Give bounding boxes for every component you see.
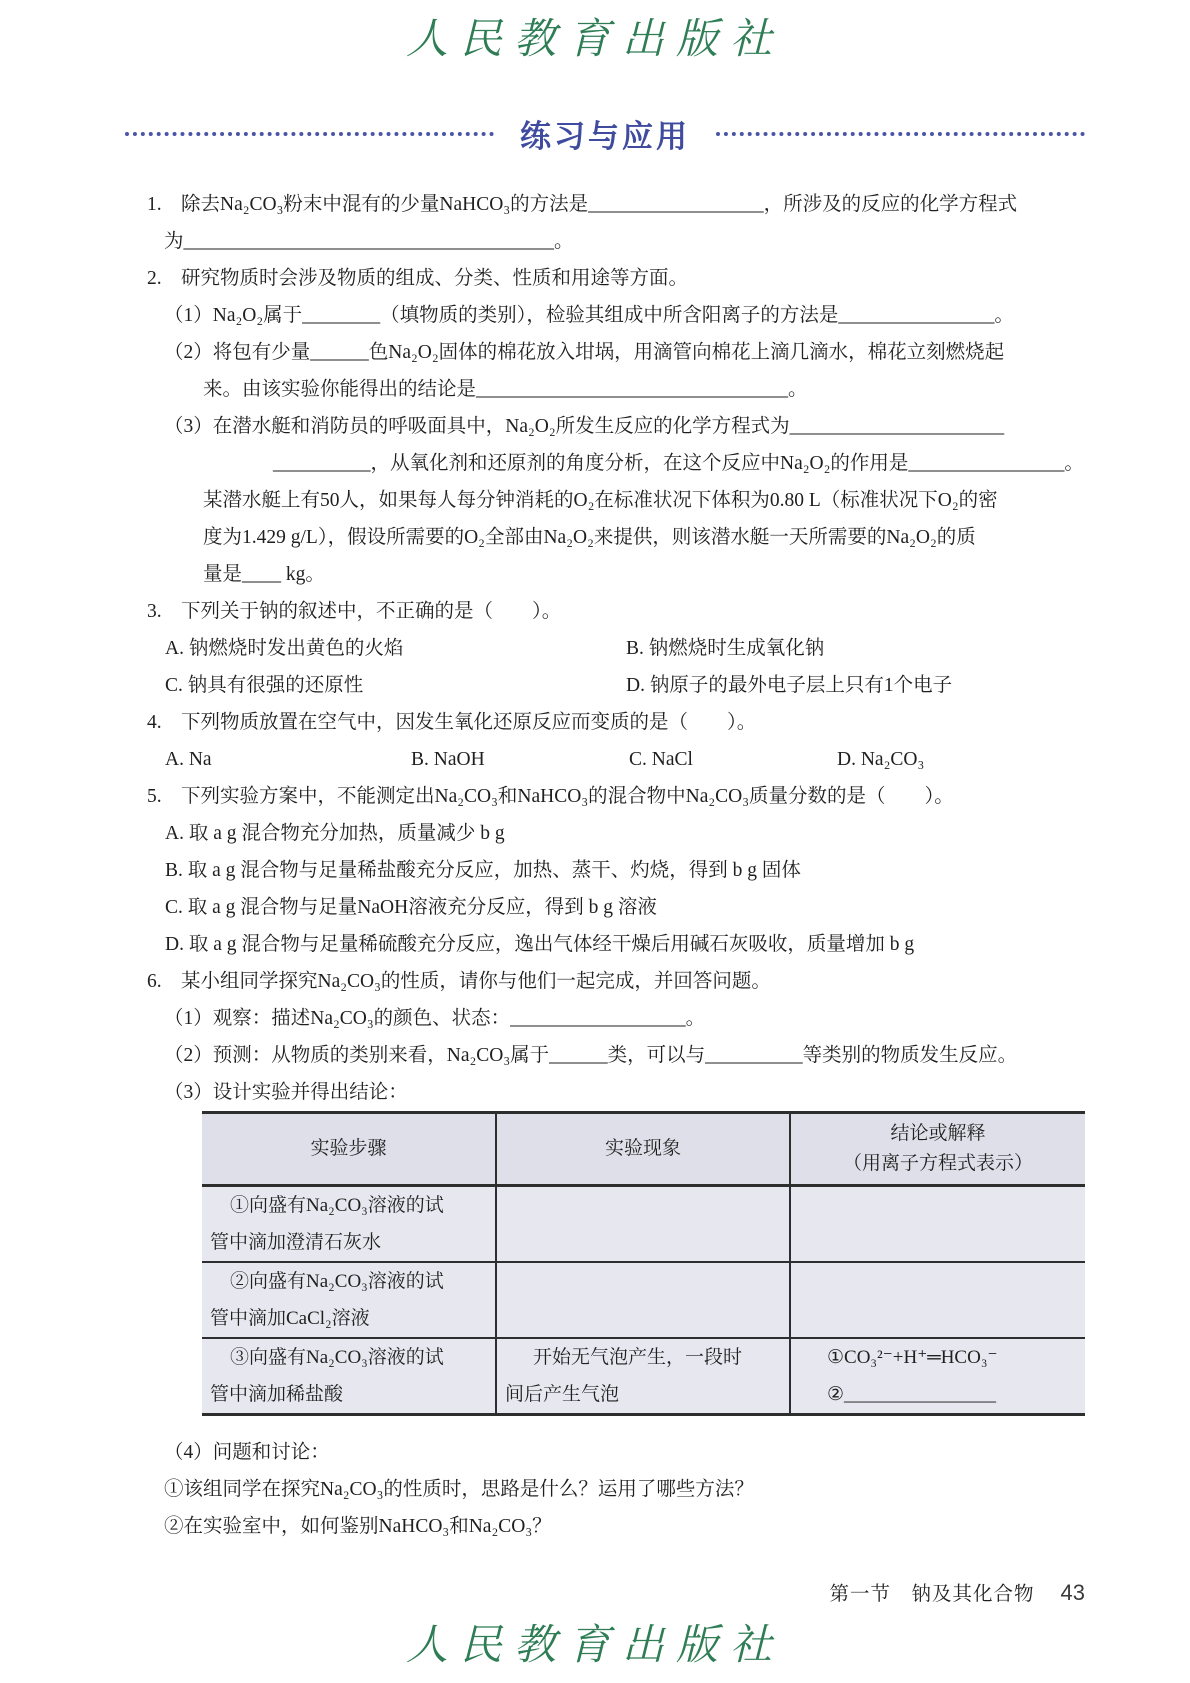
- step-cell-3: ③向盛有Na₂CO₃溶液的试 管中滴加稀盐酸: [202, 1338, 496, 1415]
- conclusion-cell-2: [790, 1262, 1085, 1338]
- table-header-conclusion: 结论或解释 （用离子方程式表示）: [790, 1113, 1085, 1186]
- question-2-intro: [125, 260, 1105, 297]
- question-1-number: 1.: [147, 194, 162, 215]
- section-title: 练习与应用: [520, 119, 690, 154]
- question-6-stem: [125, 963, 1105, 1000]
- question-3-option-b: B. 钠燃烧时生成氧化钠: [626, 638, 825, 659]
- question-4-option-c: C. NaCl: [629, 749, 693, 770]
- question-2-part-3-line-2: __________，从氧化剂和还原剂的角度分析，在这个反应中Na₂O₂的作用是________________。: [273, 453, 1084, 474]
- question-2-part-2-line-2: 来。由该实验你能得出的结论是________________________________。: [203, 379, 808, 400]
- table-header-row: [202, 1113, 1085, 1186]
- question-3-options-row-1: [125, 630, 1105, 667]
- question-6-part-3: （3）设计实验并得出结论：: [164, 1082, 408, 1103]
- question-6-discussion-2: ②在实验室中，如何鉴别NaHCO₃和Na₂CO₃？: [164, 1516, 552, 1537]
- conclusion-cell-3: ①CO₃²⁻+H⁺═HCO₃⁻ ②________________: [790, 1338, 1085, 1415]
- question-6-number: 6.: [147, 971, 162, 992]
- phenomenon-cell-2: [496, 1262, 790, 1338]
- publisher-logo-top: 人民教育出版社: [405, 14, 784, 63]
- question-4-option-d: D. Na₂CO₃: [837, 749, 925, 770]
- question-4-option-a: A. Na: [165, 749, 212, 770]
- question-2-part-3-line-4: 度为1.429 g/L），假设所需要的O₂全部由Na₂O₂来提供，则该潜水艇一天所需要的Na₂O₂的质: [203, 527, 976, 548]
- phenomenon-cell-1: [496, 1186, 790, 1263]
- question-4-option-b: B. NaOH: [411, 749, 485, 770]
- page-footer: [830, 1578, 1086, 1606]
- question-5-option-b: B. 取 a g 混合物与足量稀盐酸充分反应，加热、蒸干、灼烧，得到 b g 固体: [165, 860, 801, 881]
- question-3-option-a: A. 钠燃烧时发出黄色的火焰: [165, 638, 404, 659]
- question-5-option-d: D. 取 a g 混合物与足量稀硫酸充分反应，逸出气体经干燥后用碱石灰吸收，质量增加 b g: [165, 934, 915, 955]
- question-6-part-2: （2）预测：从物质的类别来看，Na₂CO₃属于______类，可以与__________等类别的物质发生反应。: [164, 1045, 1018, 1066]
- publisher-logo-bottom: 人民教育出版社: [405, 1620, 784, 1669]
- question-4-options-row: [125, 741, 1105, 778]
- question-6-discussion-1: ①该组同学在探究Na₂CO₃的性质时，思路是什么？运用了哪些方法？: [164, 1479, 754, 1500]
- question-5-number: 5.: [147, 786, 162, 807]
- table-header-steps: 实验步骤: [202, 1113, 496, 1186]
- footer-chapter-title: 第一节 钠及其化合物: [829, 1584, 1035, 1605]
- conclusion-cell-1: [790, 1186, 1085, 1263]
- question-5-option-a: A. 取 a g 混合物充分加热，质量减少 b g: [165, 823, 505, 844]
- question-5-stem: [125, 778, 1105, 815]
- table-row: [202, 1186, 1085, 1263]
- question-4-text: 下列物质放置在空气中，因发生氧化还原反应而变质的是（ ）。: [181, 712, 757, 733]
- question-2-number: 2.: [147, 268, 162, 289]
- question-3-option-c: C. 钠具有很强的还原性: [165, 675, 364, 696]
- question-3-stem: [125, 593, 1105, 630]
- phenomenon-cell-3: 开始无气泡产生，一段时 间后产生气泡: [496, 1338, 790, 1415]
- question-6-part-4: （4）问题和讨论：: [164, 1442, 330, 1463]
- question-3-options-row-2: [125, 667, 1105, 704]
- question-2-part-3-line-3: 某潜水艇上有50人，如果每人每分钟消耗的O₂在标准状况下体积为0.80 L（标准状况下O₂的密: [203, 490, 998, 511]
- dotted-rule-left: [125, 132, 494, 136]
- question-2-part-3-line-5: 量是____ kg。: [203, 564, 325, 585]
- question-2-text: 研究物质时会涉及物质的组成、分类、性质和用途等方面。: [181, 268, 689, 289]
- section-title-band: [125, 111, 1085, 156]
- question-4-stem: [125, 704, 1105, 741]
- question-2-part-1: （1）Na₂O₂属于________（填物质的类别），检验其组成中所含阳离子的方法是________________。: [164, 305, 1014, 326]
- step-cell-2: ②向盛有Na₂CO₃溶液的试 管中滴加CaCl₂溶液: [202, 1262, 496, 1338]
- question-1-line-1: [125, 186, 1105, 223]
- question-1-text: 除去Na₂CO₃粉末中混有的少量NaHCO₃的方法是__________________，所涉及的反应的化学方程式: [181, 194, 1018, 215]
- question-6-text: 某小组同学探究Na₂CO₃的性质，请你与他们一起完成，并回答问题。: [181, 971, 771, 992]
- table-header-phenomenon: 实验现象: [496, 1113, 790, 1186]
- question-2-part-3-line-1: （3）在潜水艇和消防员的呼吸面具中，Na₂O₂所发生反应的化学方程式为______________________: [164, 416, 1005, 437]
- dotted-rule-right: [716, 132, 1085, 136]
- question-5-option-c: C. 取 a g 混合物与足量NaOH溶液充分反应，得到 b g 溶液: [165, 897, 657, 918]
- table-row: [202, 1338, 1085, 1415]
- question-4-number: 4.: [147, 712, 162, 733]
- exercise-content: [125, 186, 1105, 1545]
- question-5-text: 下列实验方案中，不能测定出Na₂CO₃和NaHCO₃的混合物中Na₂CO₃质量分数的是（ ）。: [181, 786, 954, 807]
- footer-page-number: 43: [1060, 1580, 1085, 1605]
- question-3-text: 下列关于钠的叙述中，不正确的是（ ）。: [181, 601, 562, 622]
- question-6-part-1: （1）观察：描述Na₂CO₃的颜色、状态：__________________。: [164, 1008, 706, 1029]
- question-2-part-2-line-1: （2）将包有少量______色Na₂O₂固体的棉花放入坩埚，用滴管向棉花上滴几滴水，棉花立刻燃烧起: [164, 342, 1005, 363]
- step-cell-1: ①向盛有Na₂CO₃溶液的试 管中滴加澄清石灰水: [202, 1186, 496, 1263]
- experiment-table: [202, 1111, 1085, 1416]
- question-3-number: 3.: [147, 601, 162, 622]
- question-1-line-2: 为______________________________________。: [164, 231, 574, 252]
- question-3-option-d: D. 钠原子的最外电子层上只有1个电子: [626, 675, 953, 696]
- table-row: [202, 1262, 1085, 1338]
